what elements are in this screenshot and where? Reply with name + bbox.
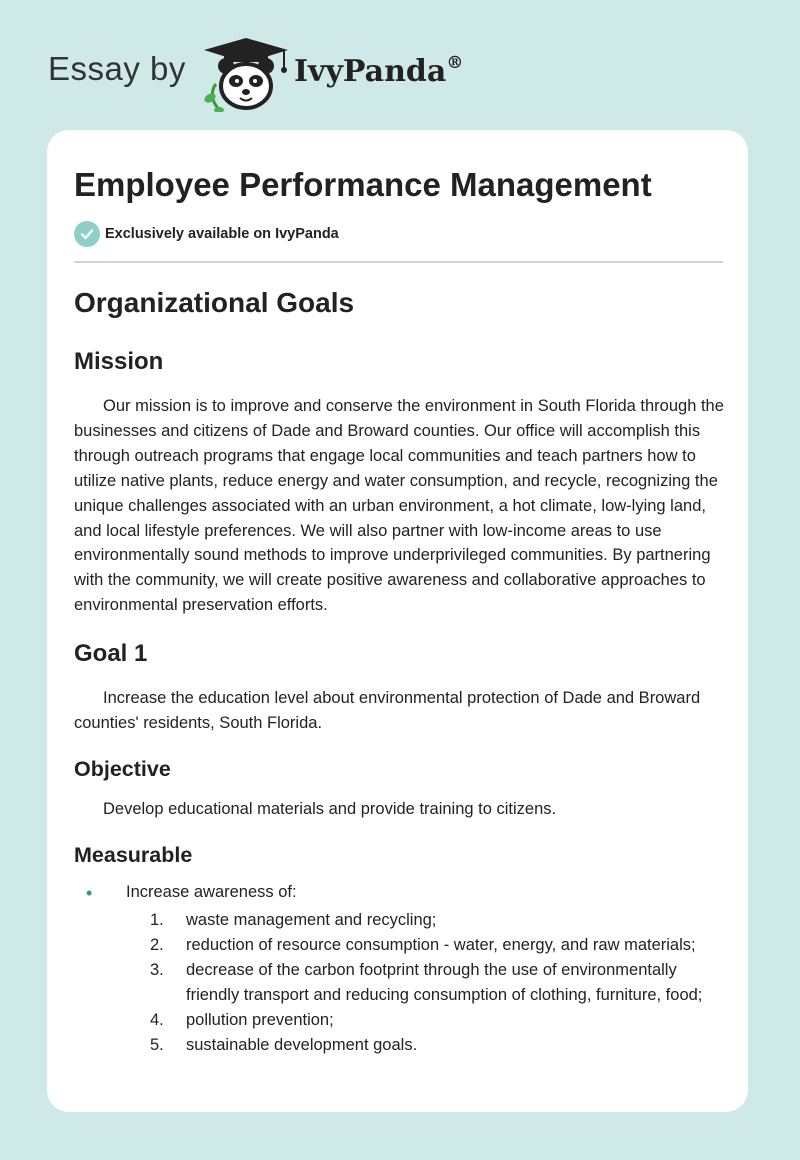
check-icon <box>74 221 100 247</box>
list-number: 4. <box>150 1010 164 1029</box>
list-text: waste management and recycling; <box>186 911 437 929</box>
document-card <box>47 130 748 1112</box>
divider <box>74 261 723 263</box>
list-item <box>150 933 710 958</box>
measurable-heading: Measurable <box>74 843 193 867</box>
list-text: decrease of the carbon footprint through the use of environmentally friendly transport and reducing consumption of clothing, furniture, food; <box>186 960 703 1004</box>
list-text: sustainable development goals. <box>186 1035 418 1054</box>
list-item <box>150 1033 710 1058</box>
brand-label: IvyPanda <box>294 54 447 89</box>
essay-by-label: Essay by <box>48 50 186 87</box>
badge-label: Exclusively available on IvyPanda <box>105 226 339 242</box>
list-number: 5. <box>150 1035 164 1054</box>
exclusive-badge <box>74 221 339 247</box>
objective-paragraph: Develop educational materials and provide training to citizens. <box>103 800 557 818</box>
goal1-paragraph: Increase the education level about environmental protection of Dade and Broward counties' residents, South Florida. <box>74 689 701 732</box>
list-text: reduction of resource consumption - water, energy, and raw materials; <box>186 935 696 954</box>
list-number: 2. <box>150 935 164 954</box>
list-number: 3. <box>150 960 164 979</box>
bullet-text: Increase awareness of: <box>126 883 297 901</box>
list-item <box>150 908 710 933</box>
section-heading: Organizational Goals <box>74 287 355 318</box>
list-number: 1. <box>150 911 164 929</box>
page-title: Employee Performance Management <box>74 166 652 203</box>
list-text: pollution prevention; <box>186 1010 334 1029</box>
site-header <box>0 0 800 120</box>
list-item <box>150 1008 710 1033</box>
ivypanda-logo-icon[interactable] <box>200 36 292 112</box>
mission-heading: Mission <box>74 348 164 375</box>
goal1-heading: Goal 1 <box>74 640 148 667</box>
brand-name[interactable] <box>294 54 463 89</box>
bullet-icon: • <box>86 883 93 903</box>
registered-mark: ® <box>446 53 464 73</box>
mission-paragraph: Our mission is to improve and conserve the environment in South Florida through the businesses and citizens of Dade and Broward counties. Our office will accomplish this through outreach programs that engage local communities and teach partners how to utilize native plants, reduce energy and water consumption, and recycle, recognizing the unique challenges associated with an urban environment, a hot climate, low-lying land, and local lifestyle preferences. We will also partner with low-income areas to use environmentally sound methods to improve underprivileged communities. By partnering with the community, we will create positive awareness and collaborative approaches to environmental preservation efforts. <box>74 397 724 615</box>
list-item <box>150 958 710 1008</box>
objective-heading: Objective <box>74 757 171 781</box>
measurable-list <box>150 908 710 1057</box>
